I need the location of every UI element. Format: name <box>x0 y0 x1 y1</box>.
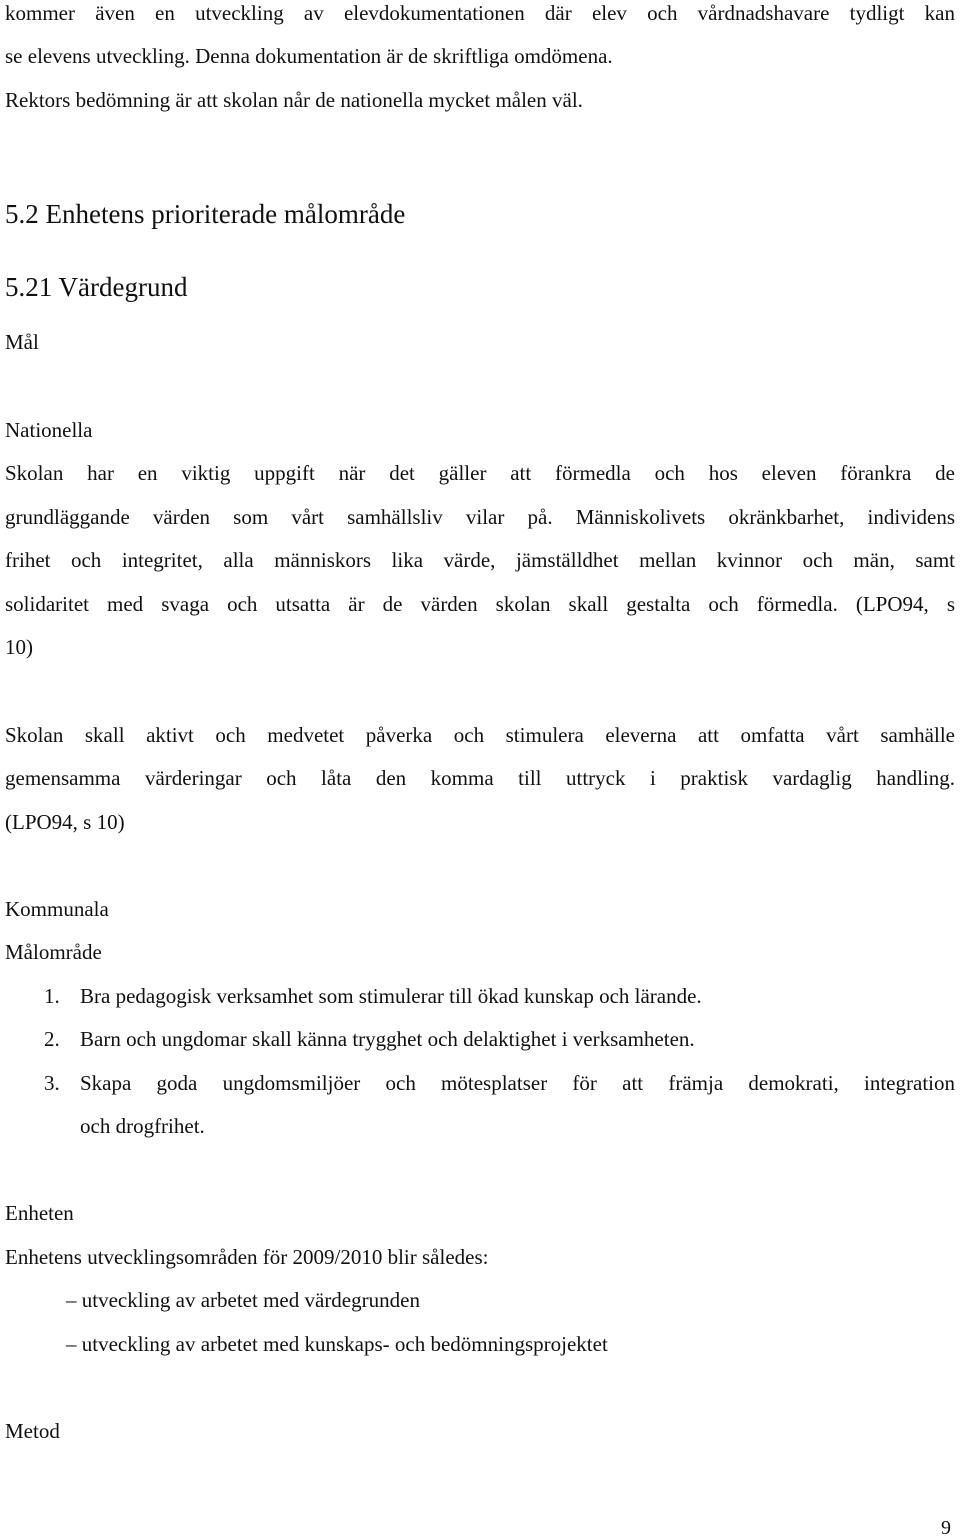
list-item-number: 2. <box>44 1027 60 1051</box>
bullet-item: – utveckling av arbetet med kunskaps- och bedömningsprojektet <box>66 1332 608 1356</box>
list-item: Bra pedagogisk verksamhet som stimulerar till ökad kunskap och lärande. <box>80 984 702 1008</box>
intro-line-3: Rektors bedömning är att skolan når de nationella mycket målen väl. <box>5 88 583 112</box>
intro-line-2: se elevens utveckling. Denna dokumentation är de skriftliga omdömena. <box>5 44 613 68</box>
nationella-para2-line: (LPO94, s 10) <box>5 810 125 834</box>
nationella-para1-line: frihet och integritet, alla människors lika värde, jämställdhet mellan kvinnor och män, samt <box>5 548 955 572</box>
metod-label: Metod <box>5 1419 60 1443</box>
page-number: 9 <box>941 1517 951 1539</box>
intro-line-1: kommer även en utveckling av elevdokumentationen där elev och vårdnadshavare tydligt kan <box>5 1 955 25</box>
list-item-number: 1. <box>44 984 60 1008</box>
enheten-intro: Enhetens utvecklingsområden för 2009/2010 blir således: <box>5 1245 489 1269</box>
bullet-item: – utveckling av arbetet med värdegrunden <box>66 1288 420 1312</box>
list-item-continuation: och drogfrihet. <box>80 1114 205 1138</box>
nationella-para1-line: grundläggande värden som vårt samhällsliv vilar på. Människolivets okränkbarhet, individens <box>5 505 955 529</box>
enheten-label: Enheten <box>5 1201 74 1225</box>
nationella-para1-line: 10) <box>5 635 33 659</box>
kommunala-label: Kommunala <box>5 897 109 921</box>
nationella-para2-line: gemensamma värderingar och låta den komma till uttryck i praktisk vardaglig handling. <box>5 766 955 790</box>
malomrade-label: Målområde <box>5 940 102 964</box>
nationella-para1-line: solidaritet med svaga och utsatta är de värden skolan skall gestalta och förmedla. (LPO94, s <box>5 592 955 616</box>
nationella-label: Nationella <box>5 418 93 442</box>
list-item: Barn och ungdomar skall känna trygghet och delaktighet i verksamheten. <box>80 1027 695 1051</box>
list-item-number: 3. <box>44 1071 60 1095</box>
subsection-heading: 5.21 Värdegrund <box>5 272 188 302</box>
mal-label: Mål <box>5 330 39 354</box>
list-item: Skapa goda ungdomsmiljöer och mötesplatser för att främja demokrati, integration <box>80 1071 955 1095</box>
section-heading: 5.2 Enhetens prioriterade målområde <box>5 199 406 229</box>
nationella-para2-line: Skolan skall aktivt och medvetet påverka och stimulera eleverna att omfatta vårt samhälle <box>5 723 955 747</box>
nationella-para1-line: Skolan har en viktig uppgift när det gäller att förmedla och hos eleven förankra de <box>5 461 955 485</box>
